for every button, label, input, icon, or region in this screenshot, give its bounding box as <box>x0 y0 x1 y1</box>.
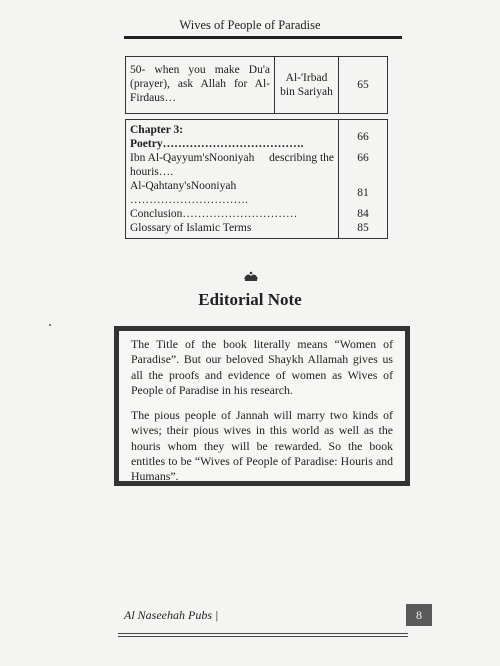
toc-entry-title-right: describing the <box>269 152 334 164</box>
toc-entry-title: Conclusion………………………… <box>126 207 339 221</box>
toc-entry-page: 66 <box>339 151 388 179</box>
table-row <box>126 207 388 221</box>
toc-entry-title <box>126 151 339 179</box>
toc-entry-title: 50- when you make Du'a (prayer), ask Allah for Al-Firdaus… <box>126 57 275 114</box>
page-number: 8 <box>406 604 432 626</box>
table-row <box>126 120 388 152</box>
footer-publisher: Al Naseehah Pubs | <box>124 608 219 622</box>
table-row <box>126 57 388 114</box>
editorial-note-box <box>114 326 410 486</box>
toc-entry-title-cont: houris…. <box>130 166 174 178</box>
calligraphy-ornament-icon <box>243 270 259 282</box>
table-row <box>126 221 388 239</box>
running-header: Wives of People of Paradise <box>179 18 321 32</box>
table-row <box>126 151 388 179</box>
toc-entry-page: 84 <box>339 207 388 221</box>
toc-entry-title: Al-Qahtany'sNooniyah …………………………. <box>126 179 339 207</box>
table-row <box>126 179 388 207</box>
section-heading: Editorial Note <box>198 290 302 309</box>
toc-entry-title-left: Ibn Al-Qayyum'sNooniyah <box>130 152 255 164</box>
toc-entry-page: 81 <box>339 179 388 207</box>
margin-mark <box>49 324 51 326</box>
note-paragraph: The pious people of Jannah will marry two kinds of wives; their pious wives in this world as well as the houris whom they will be rewarded. So the book entitles to be “Wives of People of Paradise: Houris and Humans”. <box>131 408 393 484</box>
toc-entry-page: 65 <box>339 57 388 114</box>
footer-rule <box>118 633 408 634</box>
toc-entry-narrator: Al-'Irbad bin Sariyah <box>275 57 339 114</box>
toc-entry-page: 85 <box>339 221 388 239</box>
toc-chapter-title: Chapter 3: Poetry………………………………. <box>126 120 339 152</box>
footer-rule <box>118 636 408 637</box>
table-of-contents <box>125 56 388 239</box>
header-rule <box>124 36 402 39</box>
toc-entry-title: Glossary of Islamic Terms <box>126 221 339 239</box>
note-paragraph: The Title of the book literally means “Women of Paradise”. But our beloved Shaykh Allamah gives us all the proofs and evidence of women as Wives of People of Paradise in his research. <box>131 337 393 397</box>
toc-entry-page: 66 <box>339 120 388 152</box>
